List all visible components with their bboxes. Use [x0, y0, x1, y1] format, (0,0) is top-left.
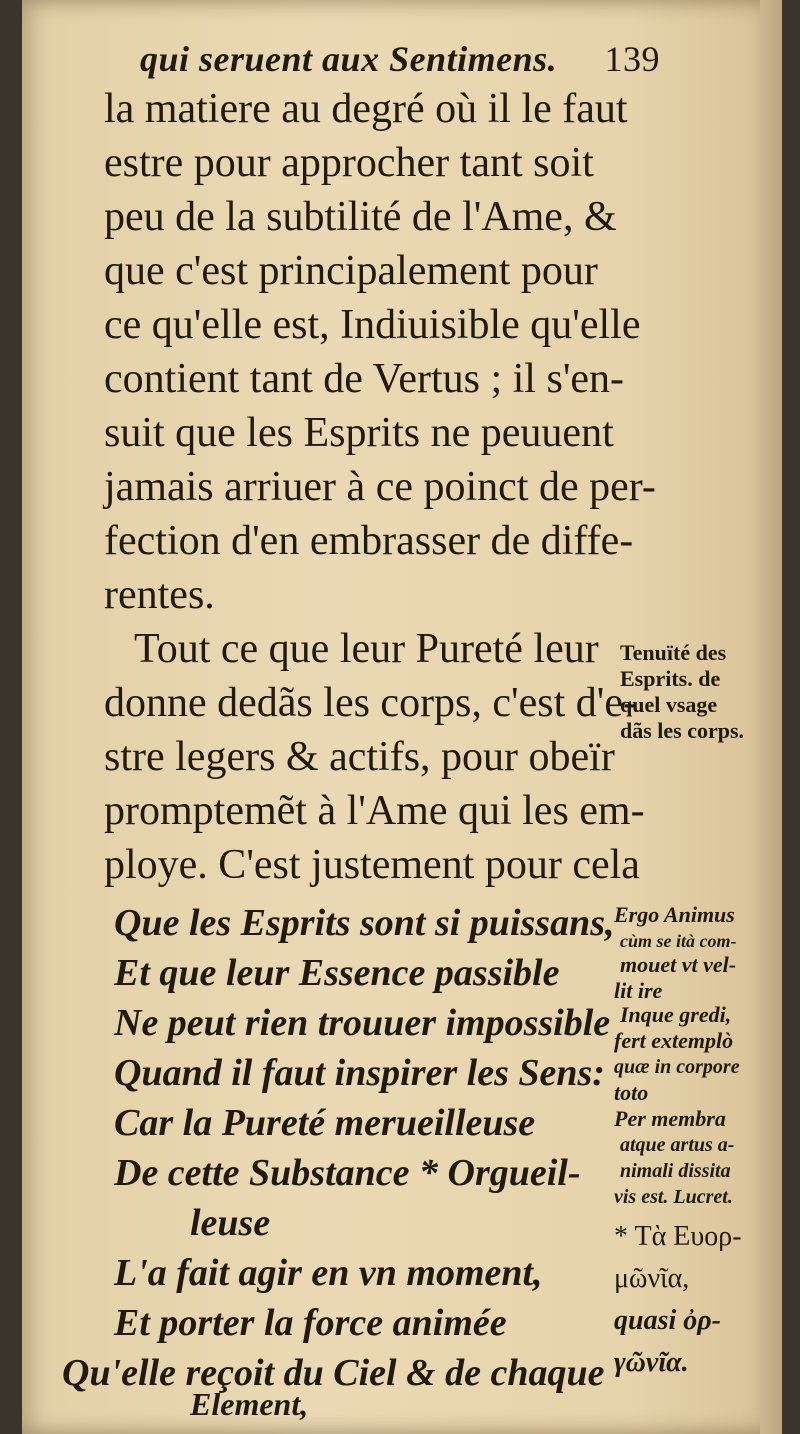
text-line: peu de la subtilité de l'Ame, &	[104, 194, 617, 240]
page-edge	[760, 0, 782, 1434]
margin-note-line: dãs les corps.	[620, 718, 745, 743]
verse-line: leuse	[190, 1202, 271, 1244]
margin-note-line: γῶνῖα.	[614, 1347, 689, 1378]
book-page	[22, 0, 782, 1434]
margin-note-line: quasi ὀρ-	[614, 1305, 721, 1336]
margin-note-line: toto	[614, 1080, 649, 1105]
margin-note-line: atque artus a-	[620, 1134, 735, 1156]
running-title: qui seruent aux Sentimens.	[140, 39, 558, 79]
margin-note-line: lit ire	[614, 978, 663, 1003]
text-line: estre pour approcher tant soit	[104, 140, 594, 186]
verse-line: Car la Pureté merueilleuse	[114, 1102, 536, 1144]
margin-note-line: fert extemplò	[614, 1028, 734, 1053]
margin-note-line: Esprits. de	[620, 666, 721, 691]
margin-note-line: Tenuïté des	[620, 640, 727, 665]
text-line: Tout ce que leur Pureté leur	[134, 626, 599, 672]
margin-note-line: Ergo Animus	[614, 902, 735, 927]
margin-note-line: * Τὰ Ευορ-	[614, 1221, 742, 1252]
margin-note-line: vis est. Lucret.	[614, 1186, 733, 1208]
text-line: promptemẽt à l'Ame qui les em-	[104, 788, 645, 834]
verse-line: Element,	[190, 1386, 309, 1422]
margin-note-line: nimali dissita	[620, 1160, 731, 1182]
verse-line: Qu'elle reçoit du Ciel & de chaque	[62, 1352, 605, 1394]
verse-line: L'a fait agir en vn moment,	[114, 1252, 543, 1294]
text-line: ploye. C'est justement pour cela	[104, 842, 640, 888]
margin-note-line: quel vsage	[620, 692, 718, 717]
text-line: contient tant de Vertus ; il s'en-	[104, 356, 625, 402]
page-number: 139	[604, 39, 660, 79]
text-line: que c'est principalement pour	[104, 248, 598, 294]
margin-note-line: mouet vt vel-	[620, 952, 737, 977]
verse-line: Ne peut rien trouuer impossible	[114, 1002, 611, 1044]
running-header	[140, 38, 660, 88]
text-line: la matiere au degré où il le faut	[104, 86, 628, 132]
verse-line: Et que leur Essence passible	[114, 952, 560, 994]
text-line: ce qu'elle est, Indiuisible qu'elle	[104, 302, 641, 348]
margin-note-line: quæ in corpore	[614, 1056, 740, 1078]
text-line: rentes.	[104, 572, 215, 618]
verse-line: Que les Esprits sont si puissans,	[114, 902, 615, 944]
text-line: stre legers & actifs, pour obeïr	[104, 734, 615, 780]
text-line: jamais arriuer à ce poinct de per-	[104, 464, 656, 510]
verse-line: Et porter la force animée	[114, 1302, 507, 1344]
margin-note-line: Per membra	[614, 1106, 726, 1131]
verse-line: Quand il faut inspirer les Sens:	[114, 1052, 605, 1094]
text-line: donne dedãs les corps, c'est d'e-	[104, 680, 637, 726]
text-line: suit que les Esprits ne peuuent	[104, 410, 614, 456]
margin-note-line: Inque gredi,	[620, 1002, 732, 1027]
margin-note-line: μῶνῖα,	[614, 1263, 690, 1294]
verse-line: De cette Substance * Orgueil-	[114, 1152, 581, 1194]
margin-note-line: cùm se ità com-	[620, 931, 737, 951]
text-line: fection d'en embrasser de diffe-	[104, 518, 634, 564]
